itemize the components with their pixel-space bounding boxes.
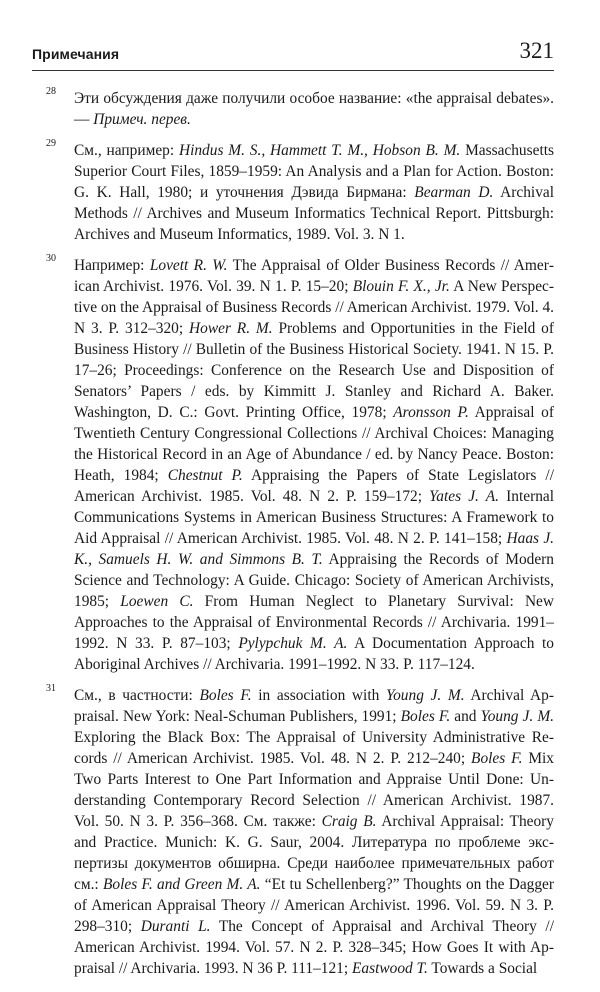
section-title: Примечания — [32, 46, 120, 62]
author-name: Yates J. A. — [429, 488, 500, 505]
note-text-run: in association with — [251, 687, 386, 704]
page-number: 321 — [519, 38, 554, 63]
author-name: Chestnut P. — [167, 467, 243, 484]
author-name: Young J. M. — [385, 687, 465, 704]
endnotes-list — [32, 88, 554, 989]
note-text-run: См., например: — [74, 142, 179, 159]
endnote-29 — [32, 140, 554, 245]
note-text-run: Archival Appraisal: Theory and Practice. Munich: K. G. Saur, 2004. Литература по проблеме экспертизы документов обширна. Среди наиболее примечательных работ см.: — [74, 813, 555, 893]
note-text-run: “Et tu Schellenberg?” Thoughts on the Dagger of American Appraisal Theory // American Archivist. 1996. Vol. 59. N 3. P. 298–310; — [74, 876, 554, 935]
note-text-run: Эти обсуждения даже получили особое название: «the appraisal debates». — — [74, 90, 554, 128]
note-text — [74, 140, 554, 245]
note-text — [74, 255, 554, 675]
note-text-run: The Appraisal of Older Business Records // American Archivist. 1976. Vol. 39. N 1. P. 15–20; — [74, 257, 554, 295]
endnote-28 — [32, 88, 554, 130]
author-name: Bearman D. — [414, 184, 494, 201]
note-text-run: Например: — [74, 257, 150, 274]
note-text-run: Internal Communications Systems in American Business Structures: A Framework to Aid Appraisal // American Archivist. 1985. Vol. 48. N 2. P. 141–158; — [74, 488, 554, 547]
note-text-run: Appraisal of Twentieth Century Congressional Collections // Archival Choices: Managing the Historical Record in an Age of Abundance / ed. by Nancy Peace. Boston: Heath, 1984; — [74, 404, 554, 484]
author-name: Aronsson P. — [393, 404, 469, 421]
note-text-run: Exploring the Black Box: The Appraisal of University Administrative Records // American Archivist. 1985. Vol. 48. N 2. P. 212–240; — [74, 729, 554, 767]
author-name: Haas J. K., Samuels H. W. and Simmons B. T. — [74, 530, 555, 568]
author-name: Hower R. M. — [189, 320, 273, 337]
note-text-run: and — [450, 708, 481, 725]
note-text — [74, 88, 554, 130]
author-name: Boles F. and Green M. A. — [102, 876, 261, 893]
note-text-run: Mix Two Parts Interest to One Part Information and Appraise Until Done: Understanding Contemporary Record Selection // American Archivist. 1987. Vol. 50. N 3. P. 356–368. См. также: — [74, 750, 554, 830]
header-rule — [32, 70, 554, 71]
author-name: Duranti L. — [140, 918, 211, 935]
author-name: Eastwood T. — [352, 960, 428, 977]
note-text-run: From Human Neglect to Planetary Survival: New Approaches to the Appraisal of Environmental Records // Archivaria. 1991–1992. N 33. P. 87–103; — [74, 593, 555, 652]
note-text-run: Archival Appraisal. New York: Neal-Schuman Publishers, 1991; — [74, 687, 554, 725]
author-name: Boles F. — [471, 750, 523, 767]
note-text-run: См., в частности: — [74, 687, 200, 704]
note-text-run: Archival Methods // Archives and Museum Informatics Technical Report. Pittsburgh: Archives and Museum Informatics, 1989. Vol. 3. N 1. — [74, 184, 554, 243]
note-text — [74, 685, 554, 979]
running-header — [32, 36, 554, 76]
author-name: Примеч. перев. — [93, 111, 191, 128]
note-text-run: Appraising the Records of Modern Science and Technology: A Guide. Chicago: Society of American Archivists, 1985; — [74, 551, 554, 610]
author-name: Pylypchuk M. A. — [238, 635, 348, 652]
author-name: Boles F. — [199, 687, 252, 704]
note-number: 31 — [46, 683, 56, 694]
note-text-run: Massachusetts Superior Court Files, 1859–1959: An Analysis and a Plan for Action. Boston: G. K. Hall, 1980; и уточнения Дэвида Бирмана: — [74, 142, 554, 201]
author-name: Blouin F. X., Jr. — [352, 278, 450, 295]
author-name: Craig B. — [321, 813, 377, 830]
note-number: 29 — [46, 138, 56, 149]
note-text-run: Towards a Social — [427, 960, 538, 977]
note-text-run: Appraising the Papers of State Legislators // American Archivist. 1985. Vol. 48. N 2. P. 159–172; — [74, 467, 554, 505]
endnote-30 — [32, 255, 554, 675]
note-text-run: The Concept of Appraisal and Archival Theory // American Archivist. 1994. Vol. 57. N 2. P. 328–345; How Goes It with Appraisal // Archivaria. 1993. N 36 P. 111–121; — [74, 918, 554, 977]
author-name: Boles F. — [400, 708, 451, 725]
note-number: 28 — [46, 86, 56, 97]
note-text-run: A Documentation Approach to Aboriginal Archives // Archivaria. 1991–1992. N 33. P. 117–124. — [74, 635, 555, 673]
author-name: Lovett R. W. — [149, 257, 228, 274]
note-text-run: Problems and Opportunities in the Field of Business History // Bulletin of the Business Historical Society. 1941. N 15. P. 17–26; Proceedings: Conference on the Research Use and Disposition of Senators’ Papers / eds. by Kimmitt J. Stanley and Richard A. Baker. Washington, D. C.: Govt. Printing Office, 1978; — [74, 320, 554, 421]
endnote-31 — [32, 685, 554, 979]
author-name: Young J. M. — [480, 708, 554, 725]
note-text-run: A New Perspective on the Appraisal of Business Records // American Archivist. 1979. Vol. 4. N 3. P. 312–320; — [74, 278, 555, 337]
author-name: Hindus M. S., Hammett T. M., Hobson B. M. — [178, 142, 461, 159]
note-number: 30 — [46, 253, 56, 264]
author-name: Loewen C. — [120, 593, 194, 610]
